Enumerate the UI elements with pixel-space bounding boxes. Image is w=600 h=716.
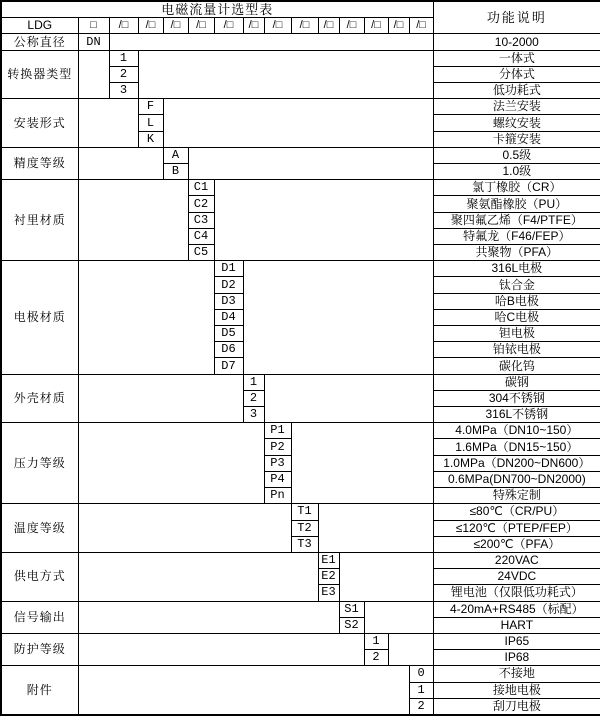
slash-code-box: /□ [291,18,318,34]
group-label-housing: 外壳材质 [1,374,78,423]
option-code-cell: T1 [291,504,318,520]
function-column-header: 功能说明 [433,1,600,34]
spacer-cell [78,180,188,261]
spacer-cell [188,147,433,179]
slash-code-box: /□ [163,18,188,34]
function-cell: ≤80℃（CR/PU） [433,504,600,520]
function-cell: 316L电极 [433,261,600,277]
option-code-cell: P3 [264,455,291,471]
spacer-cell [78,147,163,179]
spacer-cell [318,504,433,553]
function-cell: 分体式 [433,66,600,82]
slash-code-box: /□ [409,18,433,34]
option-code-cell: 2 [409,698,433,715]
function-cell: 0.5级 [433,147,600,163]
option-code-cell: L [138,115,163,131]
function-cell: 钛合金 [433,277,600,293]
option-code-cell: 1 [243,374,264,390]
spacer-cell [138,50,433,99]
spacer-cell [78,633,364,665]
function-cell: 10-2000 [433,34,600,50]
group-label-accessories: 附件 [1,666,78,715]
function-cell: 哈B电极 [433,293,600,309]
function-cell: 4.0MPa（DN10~150） [433,423,600,439]
function-cell: 钽电极 [433,326,600,342]
function-cell: HART [433,617,600,633]
model-prefix-cell: LDG [1,18,78,34]
spacer-cell [78,504,291,553]
option-code-cell: D1 [214,261,243,277]
function-cell: 不接地 [433,666,600,682]
slash-code-box: /□ [388,18,409,34]
option-code-cell: C2 [188,196,214,212]
spacer-cell [243,261,433,374]
option-code-cell: F [138,99,163,115]
slash-code-box: /□ [109,18,138,34]
function-cell: IP68 [433,650,600,666]
option-code-cell: C1 [188,180,214,196]
group-label-converter-type: 转换器类型 [1,50,78,99]
spacer-cell [78,666,409,715]
group-label-pressure: 压力等级 [1,423,78,504]
option-code-cell: D4 [214,309,243,325]
function-cell: 共聚物（PFA） [433,245,600,261]
option-code-cell: A [163,147,188,163]
option-code-cell: 3 [109,83,138,99]
spacer-cell [78,423,264,504]
option-code-cell: 2 [243,390,264,406]
slash-code-box: /□ [214,18,243,34]
function-cell: 接地电极 [433,682,600,698]
group-label-installation: 安装形式 [1,99,78,148]
option-code-cell: 1 [409,682,433,698]
option-code-cell: 1 [109,50,138,66]
spacer-cell [78,601,339,633]
option-code-cell: B [163,164,188,180]
function-cell: 铂铱电极 [433,342,600,358]
option-code-cell: T2 [291,520,318,536]
function-cell: 304不锈钢 [433,390,600,406]
slash-code-box: /□ [264,18,291,34]
option-code-cell: 2 [109,66,138,82]
function-cell: 一体式 [433,50,600,66]
option-code-cell: D6 [214,342,243,358]
function-cell: 特殊定制 [433,488,600,504]
spacer-cell [78,99,138,148]
option-code-cell: C5 [188,245,214,261]
option-code-cell: C4 [188,228,214,244]
group-label-signal-output: 信号输出 [1,601,78,633]
function-cell: 聚四氟乙烯（F4/PTFE） [433,212,600,228]
function-cell: 刮刀电极 [433,698,600,715]
option-code-cell: D7 [214,358,243,374]
spacer-cell [364,601,433,633]
function-cell: 1.6MPa（DN15~150） [433,439,600,455]
option-code-cell: T3 [291,536,318,552]
function-cell: 氯丁橡胶（CR） [433,180,600,196]
spacer-cell [214,180,433,261]
function-cell: ≤200℃（PFA） [433,536,600,552]
function-cell: 4-20mA+RS485（标配） [433,601,600,617]
slash-code-box: /□ [318,18,339,34]
spacer-cell [339,552,433,601]
group-label-electrode: 电极材质 [1,261,78,374]
function-cell: 卡箍安装 [433,131,600,147]
option-code-cell: P1 [264,423,291,439]
function-cell: 聚氨酯橡胶（PU） [433,196,600,212]
spacer-cell [78,552,318,601]
option-code-cell: 1 [364,633,388,649]
group-label-temperature: 温度等级 [1,504,78,553]
group-label-protection: 防护等级 [1,633,78,665]
function-cell: 碳化钨 [433,358,600,374]
spacer-cell [388,633,433,665]
slash-code-box: /□ [138,18,163,34]
option-code-cell: 3 [243,407,264,423]
function-cell: 220VAC [433,552,600,568]
slash-code-box: /□ [188,18,214,34]
slash-code-box: /□ [243,18,264,34]
function-cell: 24VDC [433,569,600,585]
function-cell: 碳钢 [433,374,600,390]
option-code-cell: E1 [318,552,339,568]
function-cell: ≤120℃（PTEP/FEP） [433,520,600,536]
spacer-cell [78,50,109,99]
option-code-cell: 2 [364,650,388,666]
spacer-cell [291,423,433,504]
option-code-cell: E3 [318,585,339,601]
group-label-lining: 衬里材质 [1,180,78,261]
function-cell: 1.0级 [433,164,600,180]
option-code-cell: P4 [264,471,291,487]
base-code-box: □ [78,18,109,34]
table-title: 电磁流量计选型表 [1,1,433,18]
diameter-label: 公称直径 [1,34,78,50]
option-code-cell: D2 [214,277,243,293]
function-cell: 哈C电极 [433,309,600,325]
function-cell: 0.6MPa(DN700~DN2000) [433,471,600,487]
option-code-cell: K [138,131,163,147]
slash-code-box: /□ [339,18,364,34]
option-code-cell: P2 [264,439,291,455]
function-cell: 低功耗式 [433,83,600,99]
spacer-cell [163,99,433,148]
diameter-code-cell: DN [78,34,109,50]
function-cell: 螺纹安装 [433,115,600,131]
function-cell: 法兰安装 [433,99,600,115]
function-cell: 锂电池（仅限低功耗式） [433,585,600,601]
function-cell: 316L不锈钢 [433,407,600,423]
spacer-cell [78,261,214,374]
group-label-power-supply: 供电方式 [1,552,78,601]
option-code-cell: E2 [318,569,339,585]
option-code-cell: D3 [214,293,243,309]
option-code-cell: S1 [339,601,364,617]
option-code-cell: 0 [409,666,433,682]
option-code-cell: C3 [188,212,214,228]
function-cell: 1.0MPa（DN200~DN600） [433,455,600,471]
spacer-cell [264,374,433,423]
function-cell: 特氟龙（F46/FEP） [433,228,600,244]
spacer-cell [78,374,243,423]
function-cell: IP65 [433,633,600,649]
group-label-accuracy: 精度等级 [1,147,78,179]
option-code-cell: S2 [339,617,364,633]
spacer-cell [109,34,433,50]
option-code-cell: Pn [264,488,291,504]
slash-code-box: /□ [364,18,388,34]
option-code-cell: D5 [214,326,243,342]
